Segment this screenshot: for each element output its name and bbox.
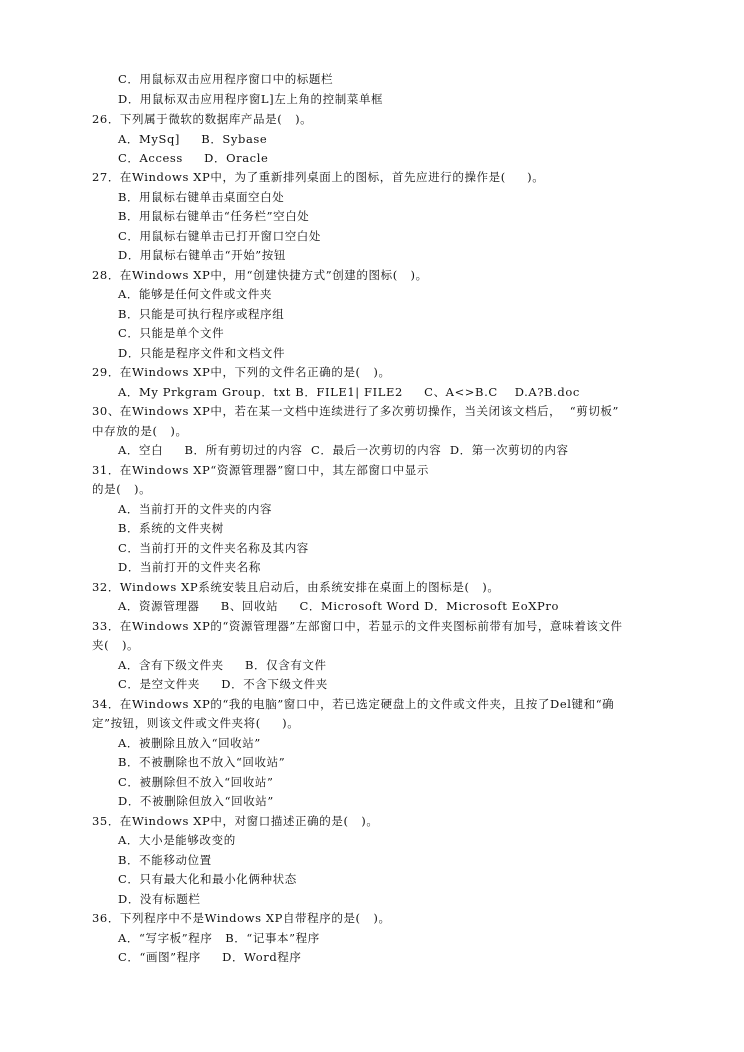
option-line: A．“写字板”程序 B．“记事本”程序: [118, 931, 320, 945]
option-line: D．只能是程序文件和文档文件: [118, 346, 286, 360]
option-line: C．用鼠标双击应用程序窗口中的标题栏: [118, 72, 334, 86]
option-line: C．当前打开的文件夹名称及其内容: [118, 541, 309, 555]
option-line: C．“画图”程序 D．Word程序: [118, 950, 302, 964]
option-line: B．系统的文件夹树: [118, 521, 224, 535]
question-continuation: 夹( )。: [92, 638, 140, 652]
option-line: A．空白 B．所有剪切过的内容 C．最后一次剪切的内容 D．第一次剪切的内容: [118, 443, 569, 457]
option-line: A．MySq] B．Sybase: [118, 132, 268, 146]
option-line: D．当前打开的文件夹名称: [118, 560, 261, 574]
question-continuation: 中存放的是( )。: [92, 424, 188, 438]
question-36: 36．下列程序中不是Windows XP自带程序的是( )。: [92, 911, 391, 925]
option-line: B．不能移动位置: [118, 853, 212, 867]
option-line: C．用鼠标右键单击已打开窗口空白处: [118, 229, 321, 243]
question-34: 34．在Windows XP的“我的电脑”窗口中，若已选定硬盘上的文件或文件夹，且按了Del键和“确: [92, 697, 615, 711]
option-line: B．用鼠标右键单击桌面空白处: [118, 190, 285, 204]
option-line: C．Access D．Oracle: [118, 151, 269, 165]
question-35: 35．在Windows XP中，对窗口描述正确的是( )。: [92, 814, 379, 828]
option-line: B．用鼠标右键单击“任务栏”空白处: [118, 209, 310, 223]
question-33: 33．在Windows XP的“资源管理器”左部窗口中，若显示的文件夹图标前带有加号，意味着该文件: [92, 619, 623, 633]
option-line: D．没有标题栏: [118, 892, 201, 906]
option-line: B．不被删除也不放入“回收站”: [118, 755, 286, 769]
option-line: A．My Prkgram Group．txt B．FILE1| FILE2 C、A<>B.C D.A?B.doc: [118, 385, 580, 399]
option-line: A．大小是能够改变的: [118, 833, 236, 847]
option-line: A．含有下级文件夹 B．仅含有文件: [118, 658, 327, 672]
option-line: A．资源管理器 B、回收站 C．Microsoft Word D．Microsoft EoXPro: [118, 599, 560, 613]
option-line: C．只能是单个文件: [118, 326, 225, 340]
question-32: 32．Windows XP系统安装且启动后，由系统安排在桌面上的图标是( )。: [92, 580, 500, 594]
option-line: D．不被删除但放入“回收站”: [118, 794, 274, 808]
option-line: A．被删除且放入“回收站”: [118, 736, 261, 750]
option-line: C．被删除但不放入“回收站”: [118, 775, 274, 789]
option-line: A．能够是任何文件或文件夹: [118, 287, 273, 301]
question-30: 30、在Windows XP中，若在某一文档中连续进行了多次剪切操作，当关闭该文档后， “剪切板”: [92, 404, 620, 418]
question-28: 28．在Windows XP中，用“创建快捷方式”创建的图标( )。: [92, 268, 428, 282]
question-continuation: 的是( )。: [92, 482, 152, 496]
option-line: C．只有最大化和最小化俩种状态: [118, 872, 297, 886]
option-line: C．是空文件夹 D．不含下级文件夹: [118, 677, 328, 691]
question-29: 29．在Windows XP中，下列的文件名正确的是( )。: [92, 365, 391, 379]
option-line: D．用鼠标右键单击“开始”按钮: [118, 248, 286, 262]
option-line: D．用鼠标双击应用程序窗L]左上角的控制菜单框: [118, 92, 384, 106]
question-27: 27．在Windows XP中，为了重新排列桌面上的图标，首先应进行的操作是( )。: [92, 170, 545, 184]
option-line: B．只能是可执行程序或程序组: [118, 307, 285, 321]
option-line: A．当前打开的文件夹的内容: [118, 502, 273, 516]
question-26: 26．下列属于微软的数据库产品是( )。: [92, 112, 313, 126]
question-continuation: 定”按钮，则该文件或文件夹将( )。: [92, 716, 300, 730]
question-31: 31．在Windows XP“资源管理器”窗口中，其左部窗口中显示: [92, 463, 430, 477]
